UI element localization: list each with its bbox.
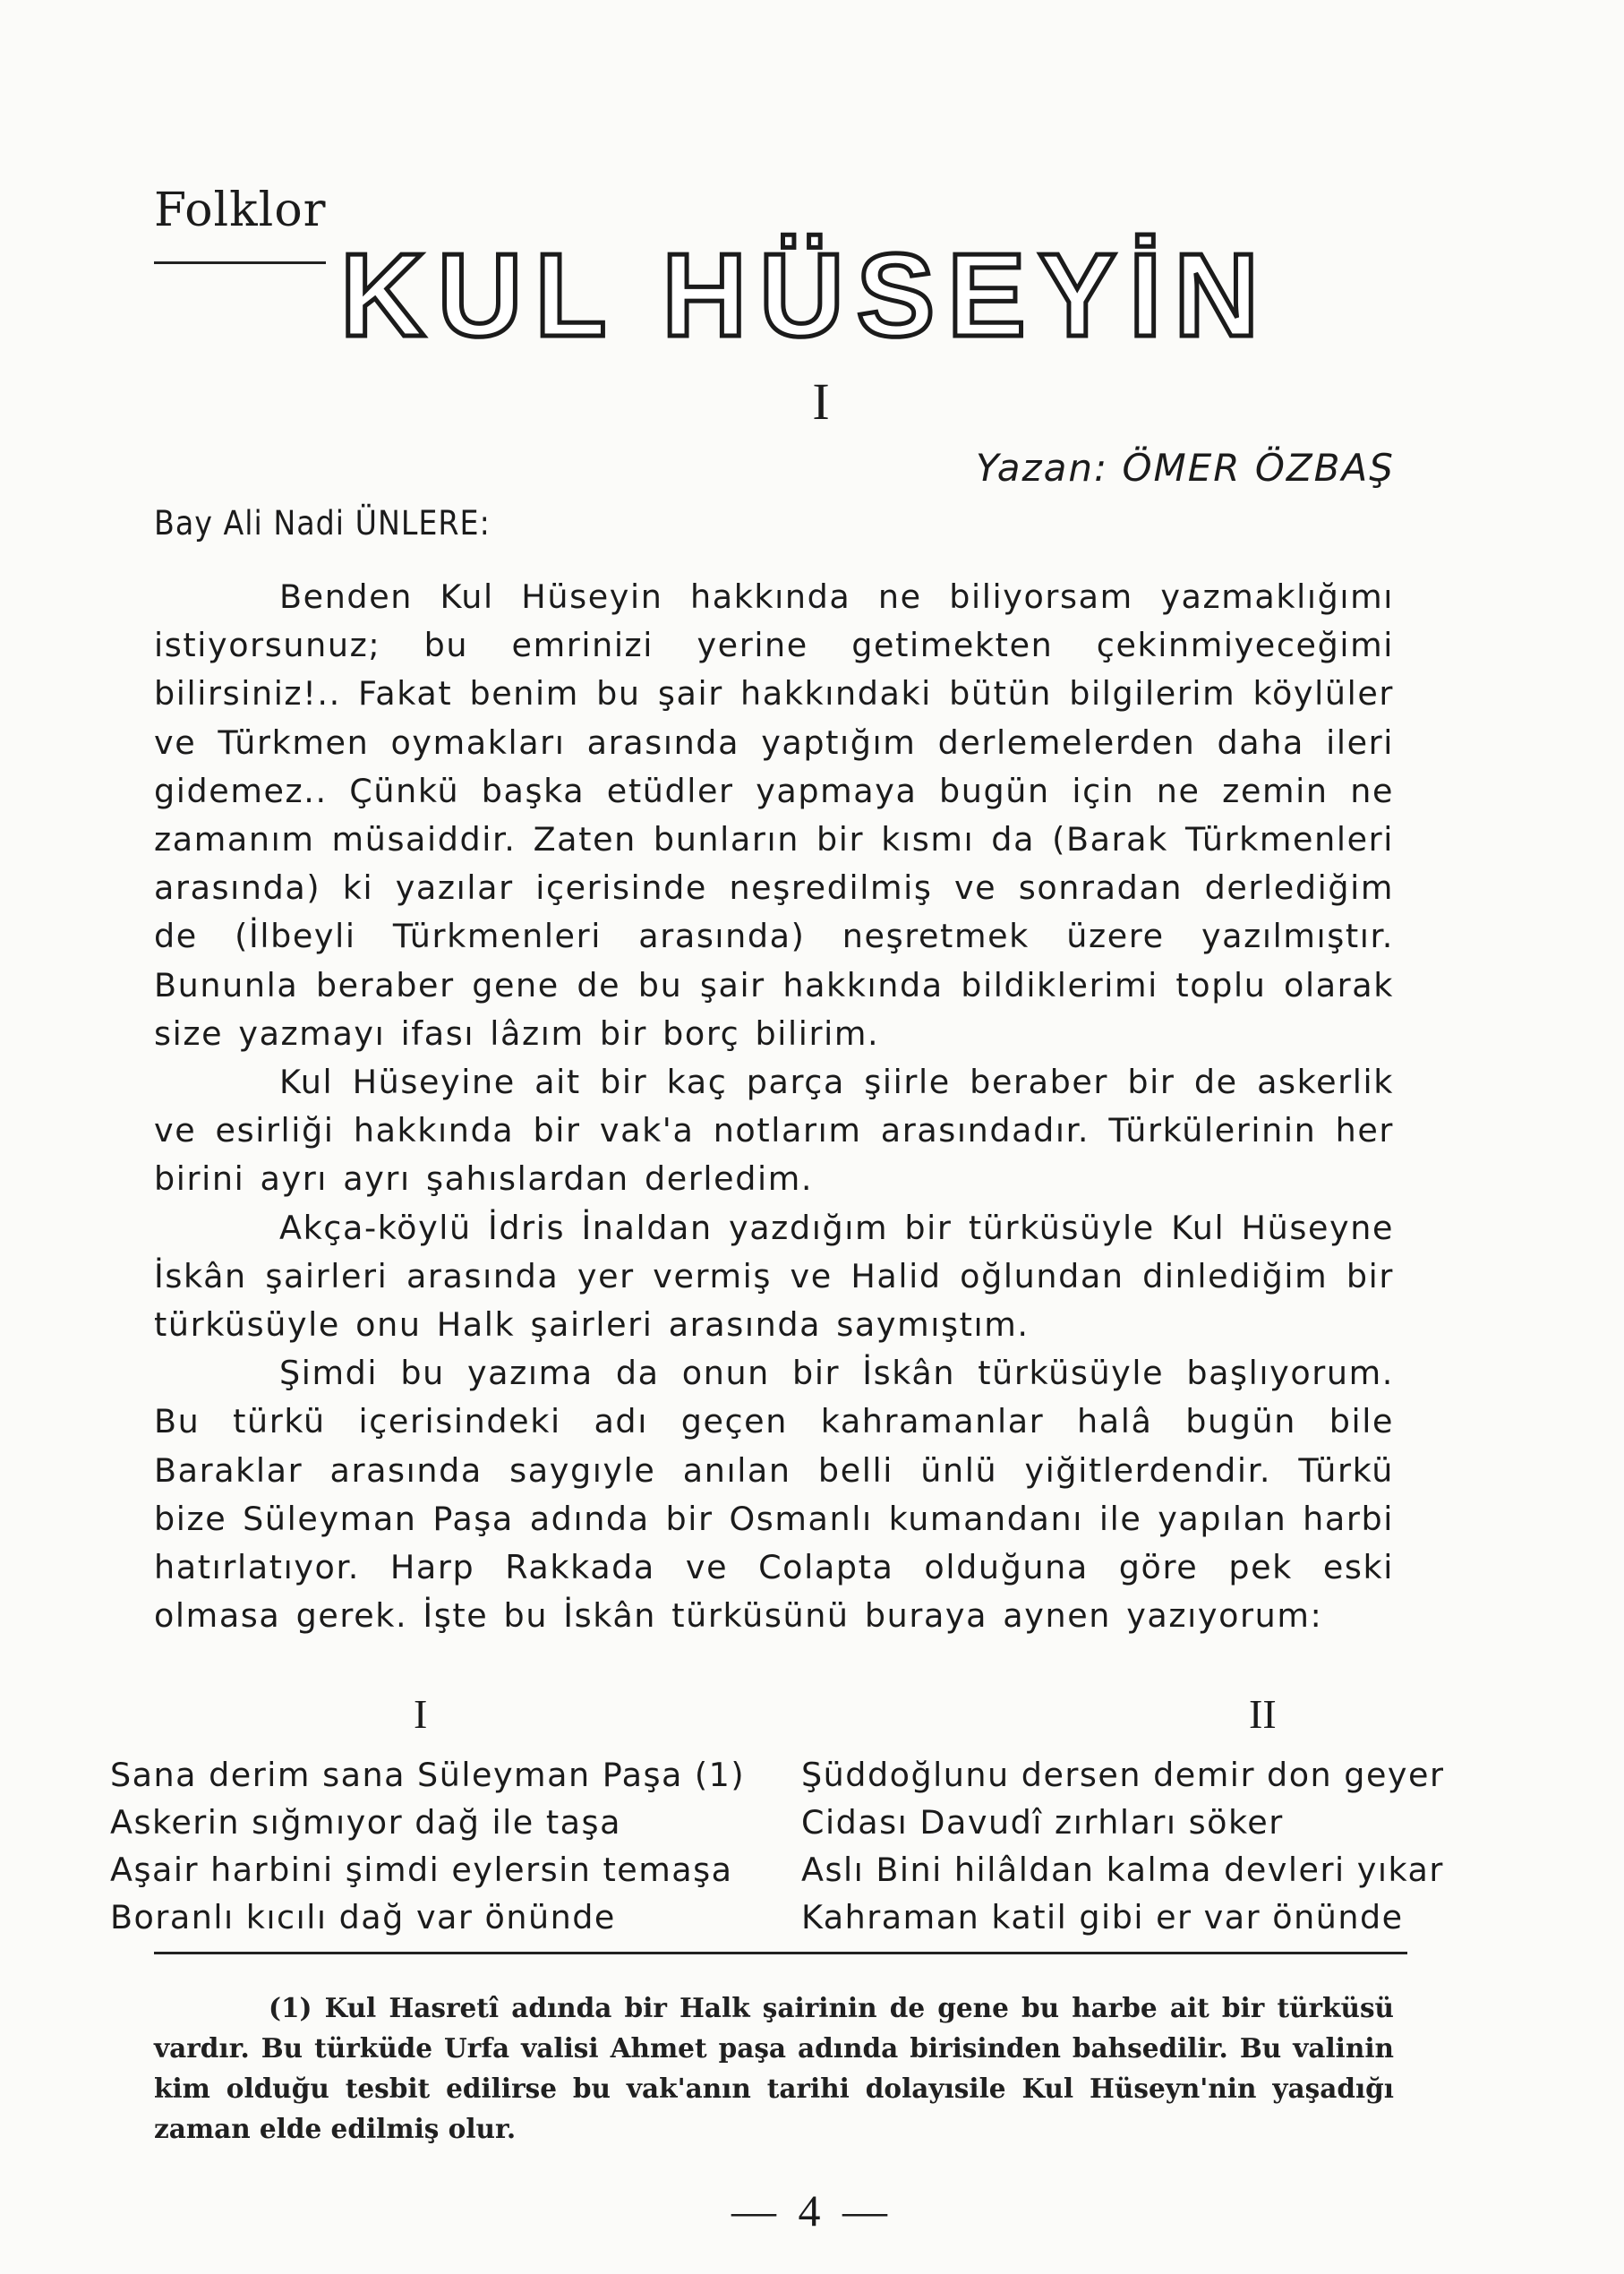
stanza-left: [110, 1751, 745, 1941]
author-name: ÖMER ÖZBAŞ: [1122, 446, 1395, 490]
footnote-text: (1) Kul Hasretî adında bir Halk şairinin de gene bu harbe ait bir türküsü vardır. Bu türküde Urfa valisi Ahmet paşa adında birisinden bahsedilir. Bu valinin kim olduğu tesbit edilirse bu vak'anın tarihi dolayısile Kul Hüseyn'nin yaşadığı zaman elde edilmiş olur.: [154, 1992, 1394, 2144]
paragraph: Kul Hüseyine ait bir kaç parça şiirle beraber bir de askerlik ve esirliği hakkında bir vak'a notlarım arasındadır. Türkülerinin her birini ayrı ayrı şahıslardan derledim.: [154, 1063, 1394, 1199]
paragraph: Benden Kul Hüseyin hakkında ne biliyorsam yazmaklığımı istiyorsunuz; bu emrinizi yerine getimekten çekinmiyeceğimi bilirsiniz!.. Fakat benim bu şair hakkındaki bütün bilgilerim köylüler ve Türkmen oymakları arasında yaptığım derlemelerden daha ileri gidemez.. Çünkü başka etüdler yapmaya bugün için ne zemin ne zamanım müsaiddir. Zaten bunların bir kısmı da (Barak Türkmenleri arasında) ki yazılar içerisinde neşredilmiş ve sonradan derlediğim de (İlbeyli Türkmenleri arasında) neşretmek üzere yazılmıştır. Bununla beraber gene de bu şair hakkında bildiklerimi toplu olarak size yazmayı ifası lâzım bir borç bilirim.: [154, 577, 1394, 1053]
verse-line: Aşair harbini şimdi eylersin temaşa: [110, 1851, 733, 1889]
author-line: [976, 446, 1395, 490]
section-underline: [154, 261, 326, 264]
stanza-numeral: II: [1249, 1691, 1277, 1737]
verse-line: Cidası Davudî zırhları söker: [801, 1803, 1284, 1842]
paragraph: Akça-köylü İdris İnaldan yazdığım bir türküsüyle Kul Hüseyne İskân şairleri arasında yer vermiş ve Halid oğlundan dinlediğim bir türküsüyle onu Halk şairleri arasında saymıştım.: [154, 1208, 1394, 1345]
verse-line: Askerin sığmıyor dağ ile taşa: [110, 1803, 621, 1842]
part-numeral: I: [812, 372, 830, 431]
stanza-numeral: I: [414, 1691, 428, 1737]
paragraph: Şimdi bu yazıma da onun bir İskân türküsüyle başlıyorum. Bu türkü içerisindeki adı geçen kahramanlar halâ bugün bile Baraklar arasında saygıyle anılan belli ünlü yiğitlerdendir. Türkü bize Süleyman Paşa adında bir Osmanlı kumandanı ile yapılan harbi hatırlatıyor. Harp Rakkada ve Colapta olduğuna göre pek eski olmasa gerek. İşte bu İskân türküsünü buraya aynen yazıyorum:: [154, 1354, 1394, 1636]
stanza-right: [801, 1751, 1444, 1941]
page-number: — 4 —: [731, 2185, 893, 2236]
article-body: [154, 573, 1394, 1640]
verse-line: Boranlı kıcılı dağ var önünde: [110, 1898, 616, 1936]
verse-line: Sana derim sana Süleyman Paşa (1): [110, 1756, 746, 1794]
article-title: [322, 228, 1289, 345]
verse-line: Şüddoğlunu dersen demir don geyer: [801, 1756, 1445, 1794]
footnote-divider: [154, 1952, 1407, 1954]
addressee: Bay Ali Nadi ÜNLERE:: [154, 504, 491, 543]
verse-line: Kahraman katil gibi er var önünde: [801, 1898, 1404, 1936]
section-heading: Folklor: [154, 184, 327, 237]
article-title-text: KUL HÜSEYİN: [340, 229, 1271, 345]
verse-line: Aslı Bini hilâldan kalma devleri yıkar: [801, 1851, 1444, 1889]
author-label: Yazan:: [976, 446, 1109, 490]
footnote: [154, 1988, 1394, 2149]
